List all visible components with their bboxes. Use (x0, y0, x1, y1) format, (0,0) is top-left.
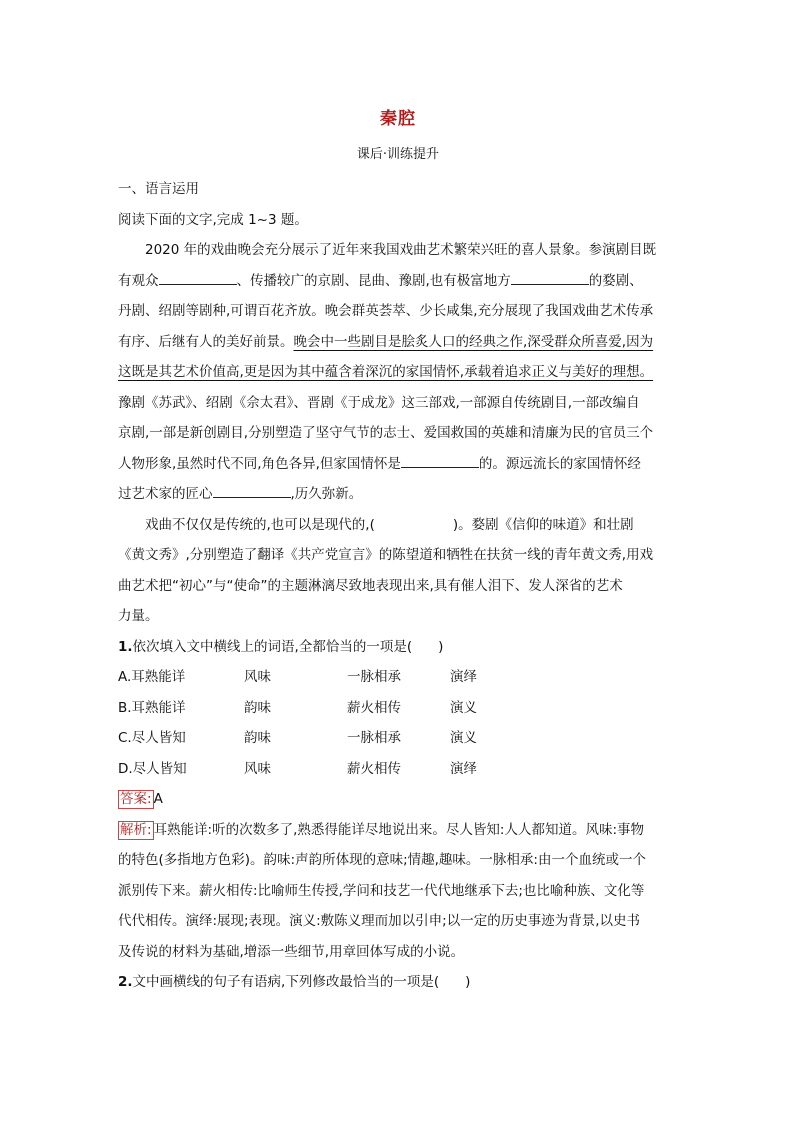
answer-value: A (153, 791, 163, 807)
passage-text: 过艺术家的匠心 (118, 486, 213, 502)
answer-line (118, 784, 678, 815)
option-word: 演义 (450, 699, 477, 716)
passage-line: 豫剧《苏武》、绍剧《佘太君》、晋剧《于成龙》这三部戏,一部源自传统剧目,一部改编自 (118, 394, 640, 411)
question-text-end: ) (438, 638, 444, 655)
option-a (118, 662, 678, 693)
fill-blank-4 (213, 483, 291, 498)
option-word: 演绎 (450, 669, 477, 685)
fill-blank-1 (159, 270, 237, 285)
passage-line: 丹剧、绍剧等剧种,可谓百花齐放。晚会群英荟萃、少长咸集,充分展现了我国戏曲艺术传承 (118, 303, 654, 319)
analysis-line (118, 815, 678, 846)
passage-text: 、传播较广的京剧、昆曲、豫剧,也有极富地方 (236, 272, 511, 289)
passage-line (118, 449, 678, 480)
section-heading: 一、语言运用 (118, 181, 199, 197)
document-page (118, 100, 678, 998)
passage-line: 2020 年的戏曲晚会充分展示了近年来我国戏曲艺术繁荣兴旺的喜人景象。参演剧目既 (145, 242, 657, 258)
option-word: 一脉相承 (347, 669, 401, 685)
option-word: 薪火相传 (347, 699, 401, 716)
option-word: 演绎 (450, 760, 477, 777)
passage-text: )。婺剧《信仰的味道》和壮剧 (452, 516, 634, 533)
question-1-stem (118, 632, 678, 663)
question-text: 依次填入文中横线上的词语,全都恰当的一项是( (132, 638, 413, 655)
page-title: 秦腔 (380, 109, 416, 129)
analysis-line: 派别传下来。薪火相传:比喻师生传授,学问和技艺一代代地继承下去;也比喻种族、文化等 (118, 882, 645, 899)
analysis-tag: 解析: (120, 821, 152, 838)
passage-line: 《黄文秀》,分别塑造了翻译《共产党宣言》的陈望道和牺牲在扶贫一线的青年黄文秀,用戏 (118, 547, 654, 563)
analysis-text: 耳熟能详:听的次数多了,熟悉得能详尽地说出来。尽人皆知:人人都知道。风味:事物 (153, 821, 644, 838)
passage (118, 235, 678, 632)
question-2-stem (118, 967, 678, 998)
passage-line (118, 266, 678, 297)
option-d (118, 754, 678, 785)
passage-text: 戏曲不仅仅是传统的,也可以是现代的,( (145, 516, 375, 533)
passage-text: 有序、后继有人的美好前景。 (118, 333, 294, 350)
passage-line (118, 327, 678, 358)
analysis-line: 代代相传。演绎:展现;表现。演义:敷陈义理而加以引申;以一定的历史事迹为背景,以史书 (118, 913, 640, 929)
option-word: 风味 (244, 669, 271, 685)
passage-line: 曲艺术把“初心”与“使命”的主题淋漓尽致地表现出来,具有催人泪下、发人深省的艺术 (118, 577, 623, 594)
option-word: C.尽人皆知 (118, 730, 186, 746)
option-word: 薪火相传 (347, 760, 401, 777)
option-word: 风味 (244, 760, 271, 777)
passage-text: ,历久弥新。 (290, 486, 363, 502)
question-text: 文中画横线的句子有语病,下列修改最恰当的一项是( (132, 974, 440, 990)
underlined-sentence: 这既是其艺术价值高,更是因为其中蕴含着深沉的家国情怀,承载着追求正义与美好的理想。 (118, 364, 654, 380)
passage-text: 的婺剧、 (588, 272, 643, 289)
reading-instruction: 阅读下面的文字,完成 1~3 题。 (118, 211, 308, 228)
question-text-end: ) (465, 974, 471, 990)
option-word: 演义 (450, 730, 477, 746)
page-subtitle: 课后·训练提升 (356, 147, 440, 162)
fill-blank-2 (511, 270, 589, 285)
underlined-sentence: 晚会中一些剧目是脍炙人口的经典之作,深受群众所喜爱,因为 (293, 333, 654, 350)
passage-line: 京剧,一部是新创剧目,分别塑造了坚守气节的志士、爱国救国的英雄和清廉为民的官员三个 (118, 425, 654, 441)
fill-blank-3 (401, 453, 479, 468)
option-word: D.尽人皆知 (118, 760, 187, 777)
passage-line (118, 510, 678, 541)
answer-tag: 答案: (120, 791, 152, 807)
question-number: 2. (118, 974, 133, 990)
option-word: 韵味 (244, 730, 271, 746)
analysis-line: 的特色(多指地方色彩)。韵味:声韵所体现的意味;情趣,趣味。一脉相承:由一个血统或一个 (118, 852, 646, 868)
option-c (118, 723, 678, 754)
passage-line: 力量。 (118, 608, 159, 624)
analysis-line: 及传说的材料为基础,增添一些细节,用章回体写成的小说。 (118, 943, 465, 960)
passage-text: 有观众 (118, 272, 159, 289)
question-number: 1. (118, 638, 133, 655)
passage-line (118, 479, 678, 510)
option-b (118, 693, 678, 724)
option-word: 一脉相承 (347, 730, 401, 746)
passage-text: 的。源远流长的家国情怀经 (478, 455, 641, 472)
option-word: B.耳熟能详 (118, 699, 186, 716)
passage-text: 人物形象,虽然时代不同,角色各异,但家国情怀是 (118, 455, 401, 472)
option-word: A.耳熟能详 (118, 669, 186, 685)
option-word: 韵味 (244, 699, 271, 716)
